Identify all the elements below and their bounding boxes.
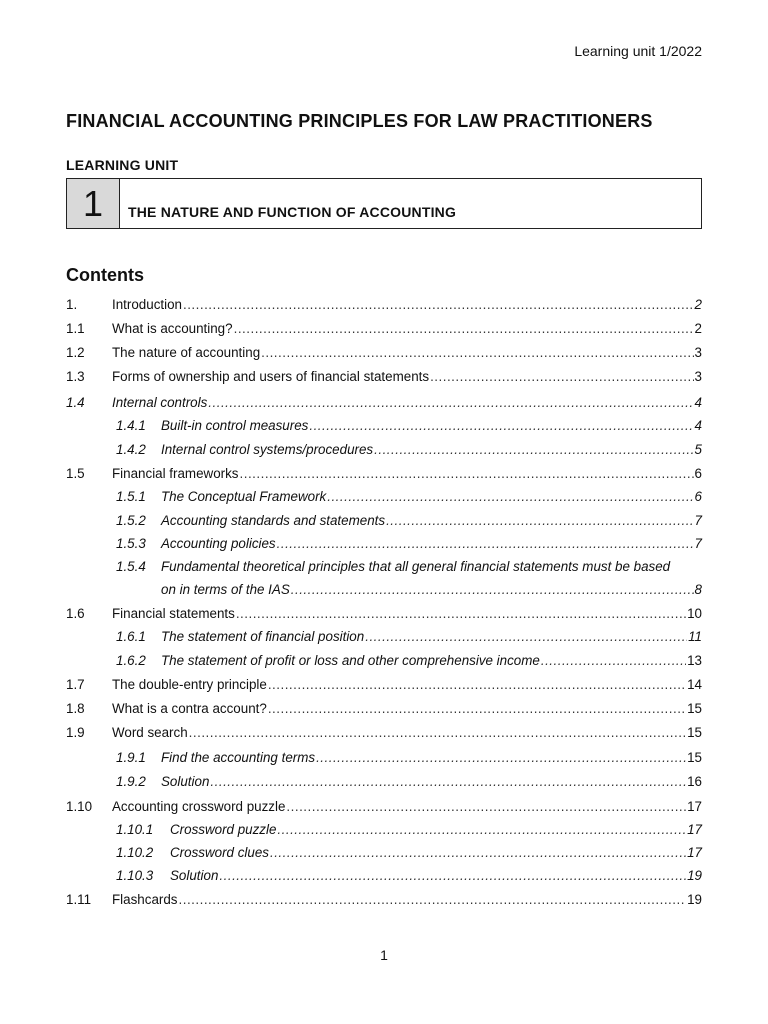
toc-entry-number: 1.2 [66,345,85,360]
toc-leader-dots [234,320,694,338]
toc-leader-dots [240,465,694,483]
toc-subentry[interactable] [116,488,702,506]
toc-leader-dots [236,605,686,623]
toc-subentry[interactable] [116,652,702,670]
toc-entry-page: 7 [694,513,702,528]
toc-entry-number: 1.9.1 [116,750,146,765]
toc-entry-page: 13 [687,653,702,668]
toc-entry-title: Internal control systems/procedures [161,442,374,457]
learning-unit-banner [66,178,702,229]
toc-entry-number: 1.5 [66,466,85,481]
toc-leader-dots [210,773,686,791]
toc-entry-title: What is a contra account? [112,701,267,716]
toc-entry[interactable] [66,676,702,694]
toc-entry-page: 15 [687,725,702,740]
toc-leader-dots [327,488,693,506]
toc-entry-page: 17 [687,799,702,814]
toc-entry-number: 1.10 [66,799,93,814]
toc-subentry[interactable] [116,558,702,576]
learning-unit-title: THE NATURE AND FUNCTION OF ACCOUNTING [128,204,457,220]
toc-leader-dots [268,676,686,694]
toc-entry[interactable] [66,344,702,362]
toc-subentry[interactable] [116,512,702,530]
toc-leader-dots [541,652,686,670]
toc-entry-page: 3 [694,345,702,360]
unit-reference: Learning unit 1/2022 [574,43,702,59]
toc-entry-page: 11 [688,629,702,644]
page-number: 1 [380,947,388,963]
toc-leader-dots [430,368,693,386]
toc-subentry[interactable] [116,749,702,767]
toc-entry-number: 1.5.2 [116,513,146,528]
toc-entry-page: 15 [687,750,702,765]
toc-entry-number: 1.10.2 [116,845,154,860]
toc-entry-number: 1.8 [66,701,85,716]
toc-entry-page: 6 [694,466,702,481]
toc-entry[interactable] [66,368,702,386]
toc-entry-number: 1.7 [66,677,85,692]
toc-entry-number: 1.4.2 [116,442,146,457]
toc-subentry[interactable] [116,535,702,553]
toc-entry-title: Accounting standards and statements [161,513,386,528]
toc-entry-title: Accounting policies [161,536,276,551]
toc-subentry[interactable] [116,441,702,459]
toc-leader-dots [374,441,693,459]
toc-entry-page: 2 [694,297,702,312]
toc-entry-page: 4 [694,395,702,410]
toc-entry[interactable] [66,465,702,483]
toc-leader-dots [277,821,686,839]
toc-subentry-continuation[interactable] [116,581,702,599]
toc-entry-number: 1.5.1 [116,489,146,504]
toc-entry-page: 14 [687,677,702,692]
toc-subentry[interactable] [116,821,702,839]
toc-leader-dots [261,344,693,362]
toc-entry-number: 1.6 [66,606,85,621]
toc-entry-title: Built-in control measures [161,418,309,433]
toc-subentry[interactable] [116,628,702,646]
toc-entry-number: 1.5.4 [116,559,146,574]
toc-entry-page: 7 [694,536,702,551]
toc-entry-title: Introduction [112,297,182,312]
toc-entry-number: 1.4.1 [116,418,146,433]
toc-entry-title: Word search [112,725,188,740]
toc-subentry[interactable] [116,417,702,435]
toc-entry-page: 19 [687,892,702,907]
toc-entry-title: Crossword clues [170,845,269,860]
toc-entry-page: 17 [687,845,702,860]
toc-entry-title: What is accounting? [112,321,233,336]
toc-entry[interactable] [66,700,702,718]
toc-entry-title: Find the accounting terms [161,750,316,765]
document-title: FINANCIAL ACCOUNTING PRINCIPLES FOR LAW PRACTITIONERS [66,111,653,131]
toc-entry-number: 1.6.2 [116,653,146,668]
toc-entry-page: 10 [687,606,702,621]
toc-entry-title: The double-entry principle [112,677,267,692]
toc-entry-number: 1. [66,297,78,312]
toc-leader-dots [316,749,686,767]
toc-leader-dots [219,867,686,885]
toc-entry-number: 1.10.3 [116,868,154,883]
toc-leader-dots [189,724,686,742]
toc-entry-number: 1.6.1 [116,629,146,644]
toc-leader-dots [179,891,687,909]
toc-entry-number: 1.9 [66,725,85,740]
toc-entry[interactable] [66,798,702,816]
toc-entry-title-continued: on in terms of the IAS [161,582,290,597]
toc-entry[interactable] [66,394,702,412]
toc-leader-dots [365,628,687,646]
toc-leader-dots [208,394,693,412]
toc-entry-page: 16 [687,774,702,789]
toc-entry-number: 1.10.1 [116,822,154,837]
toc-entry-page: 19 [687,868,702,883]
toc-entry-page: 5 [694,442,702,457]
toc-entry[interactable] [66,891,702,909]
toc-entry-title: Forms of ownership and users of financial statements [112,369,430,384]
toc-entry-page: 8 [694,582,702,597]
toc-entry[interactable] [66,320,702,338]
toc-entry-page: 6 [694,489,702,504]
toc-entry-page: 17 [687,822,702,837]
contents-heading: Contents [66,265,144,285]
toc-entry-number: 1.1 [66,321,85,336]
toc-entry-title: Financial frameworks [112,466,239,481]
toc-entry-number: 1.11 [66,892,92,907]
toc-entry-number: 1.4 [66,395,85,410]
toc-subentry[interactable] [116,867,702,885]
toc-subentry[interactable] [116,773,702,791]
toc-subentry[interactable] [116,844,702,862]
toc-leader-dots [268,700,686,718]
toc-entry-title: The nature of accounting [112,345,261,360]
toc-leader-dots [309,417,693,435]
toc-entry-page: 4 [694,418,702,433]
toc-entry-title: Crossword puzzle [170,822,277,837]
toc-entry-title: Internal controls [112,395,208,410]
learning-unit-number: 1 [67,179,120,228]
toc-entry[interactable] [66,605,702,623]
toc-leader-dots [386,512,693,530]
toc-entry-number: 1.3 [66,369,85,384]
toc-entry-title: Financial statements [112,606,235,621]
toc-leader-dots [277,535,694,553]
toc-entry-page: 15 [687,701,702,716]
toc-entry-page: 3 [694,369,702,384]
toc-entry-title: Solution [161,774,210,789]
toc-entry-title: The Conceptual Framework [161,489,327,504]
toc-entry-title: The statement of financial position [161,629,365,644]
toc-entry-title: Fundamental theoretical principles that all general financial statements must be based [161,559,671,574]
toc-entry[interactable] [66,724,702,742]
toc-entry-number: 1.5.3 [116,536,146,551]
toc-entry[interactable] [66,296,702,314]
toc-entry-page: 2 [694,321,702,336]
toc-entry-title: Flashcards [112,892,178,907]
toc-leader-dots [183,296,694,314]
toc-leader-dots [291,581,694,599]
learning-unit-label: LEARNING UNIT [66,157,179,173]
toc-entry-number: 1.9.2 [116,774,146,789]
toc-entry-title: The statement of profit or loss and other comprehensive income [161,653,540,668]
toc-entry-title: Accounting crossword puzzle [112,799,286,814]
toc-entry-title: Solution [170,868,219,883]
toc-leader-dots [270,844,686,862]
toc-leader-dots [286,798,686,816]
